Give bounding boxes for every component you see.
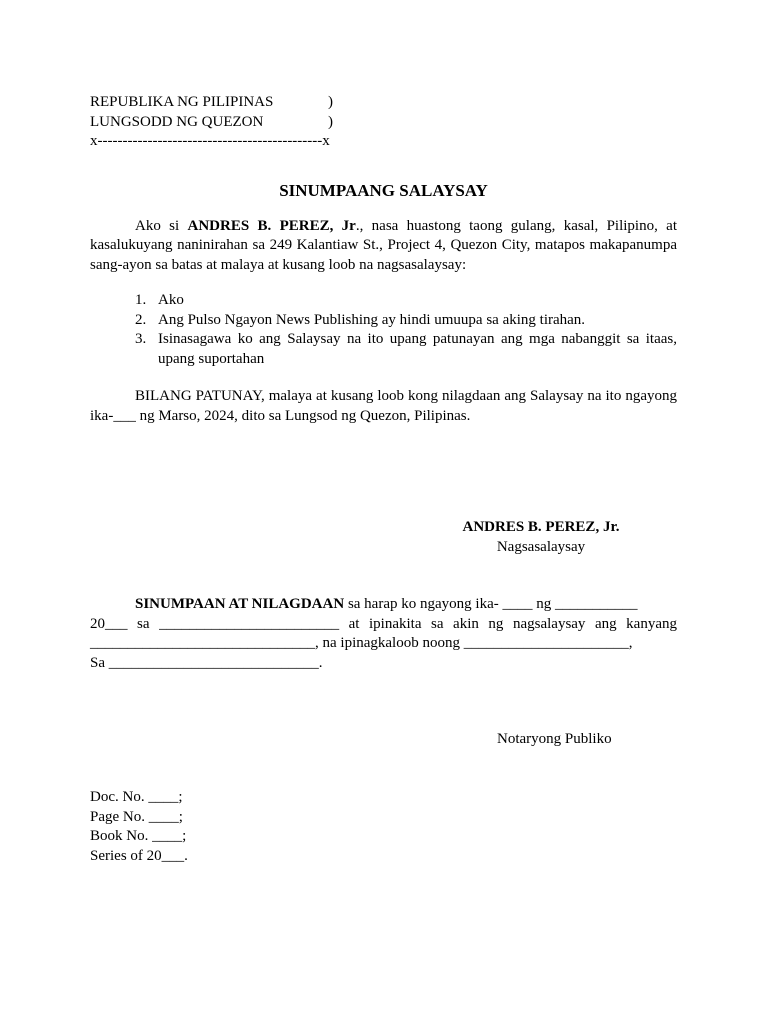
list-text: Ang Pulso Ngayon News Publishing ay hindi umuupa sa aking tirahan. <box>158 311 586 328</box>
affiant-signature-block <box>451 518 631 557</box>
jurat-line-1 <box>90 595 677 615</box>
intro-lead: Ako si <box>135 217 188 234</box>
venue-republic <box>90 93 677 113</box>
list-text: Ako <box>158 292 184 308</box>
signature-name: ANDRES B. PEREZ, Jr. <box>462 519 620 535</box>
list-item <box>90 291 677 311</box>
notary-label: Notaryong Publiko <box>497 731 612 747</box>
jurat-line-3: ______________________________, na ipinagkaloob noong ______________________, <box>90 635 633 651</box>
jurat-line-4: Sa ____________________________. <box>90 654 323 671</box>
jurat-text: sa harap ko ngayong ika- ____ ng ___________ <box>344 596 638 612</box>
venue-paren: ) <box>328 94 333 110</box>
list-text: Isinasagawa ko ang Salaysay na ito upang patunayan ang mga nabanggit sa itaas, upang suportahan <box>158 331 677 367</box>
page-number: Page No. ____; <box>90 808 183 825</box>
document-title: SINUMPAANG SALAYSAY <box>279 180 488 200</box>
signature-role: Nagsasalaysay <box>496 538 586 555</box>
series-year: Series of 20___. <box>90 847 188 864</box>
republic-label: REPUBLIKA NG PILIPINAS <box>90 94 274 110</box>
jurat-heading: SINUMPAAN AT NILAGDAAN <box>135 596 345 612</box>
affiant-name: ANDRES B. PEREZ, Jr <box>187 217 356 234</box>
document-body <box>90 93 678 864</box>
intro-rest: ., nasa huastong taong gulang, kasal, Pilipino, at kasalukuyang naninirahan sa 249 Kalantiaw St., Project 4, Quezon City, matapos makapanumpa sang-ayon sa batas at malaya at kusang loob na nagsasalaysay: <box>90 217 678 273</box>
list-number: 1. <box>135 292 147 308</box>
list-item <box>90 311 677 331</box>
venue-city <box>90 113 677 133</box>
doc-number: Doc. No. ____; <box>90 789 183 805</box>
venue-separator: x---------------------------------------------x <box>90 133 330 149</box>
jurat-paragraph <box>90 595 677 673</box>
statement-list <box>90 291 677 369</box>
notarial-register <box>90 788 188 866</box>
venue-paren: ) <box>328 113 333 130</box>
jurat-line-2: 20___ sa ________________________ at ipinakita sa akin ng nagsalaysay ang kanyang <box>90 615 677 632</box>
list-number: 2. <box>135 311 147 328</box>
intro-paragraph <box>90 217 677 276</box>
book-number: Book No. ____; <box>90 828 187 844</box>
list-number: 3. <box>135 331 147 347</box>
city-label: LUNGSODD NG QUEZON <box>90 113 264 130</box>
attestation-paragraph: BILANG PATUNAY, malaya at kusang loob kong nilagdaan ang Salaysay na ito ngayong ika-___ ng Marso, 2024, dito sa Lungsod ng Quezon, Pilipinas. <box>90 388 677 424</box>
list-item <box>90 330 677 369</box>
